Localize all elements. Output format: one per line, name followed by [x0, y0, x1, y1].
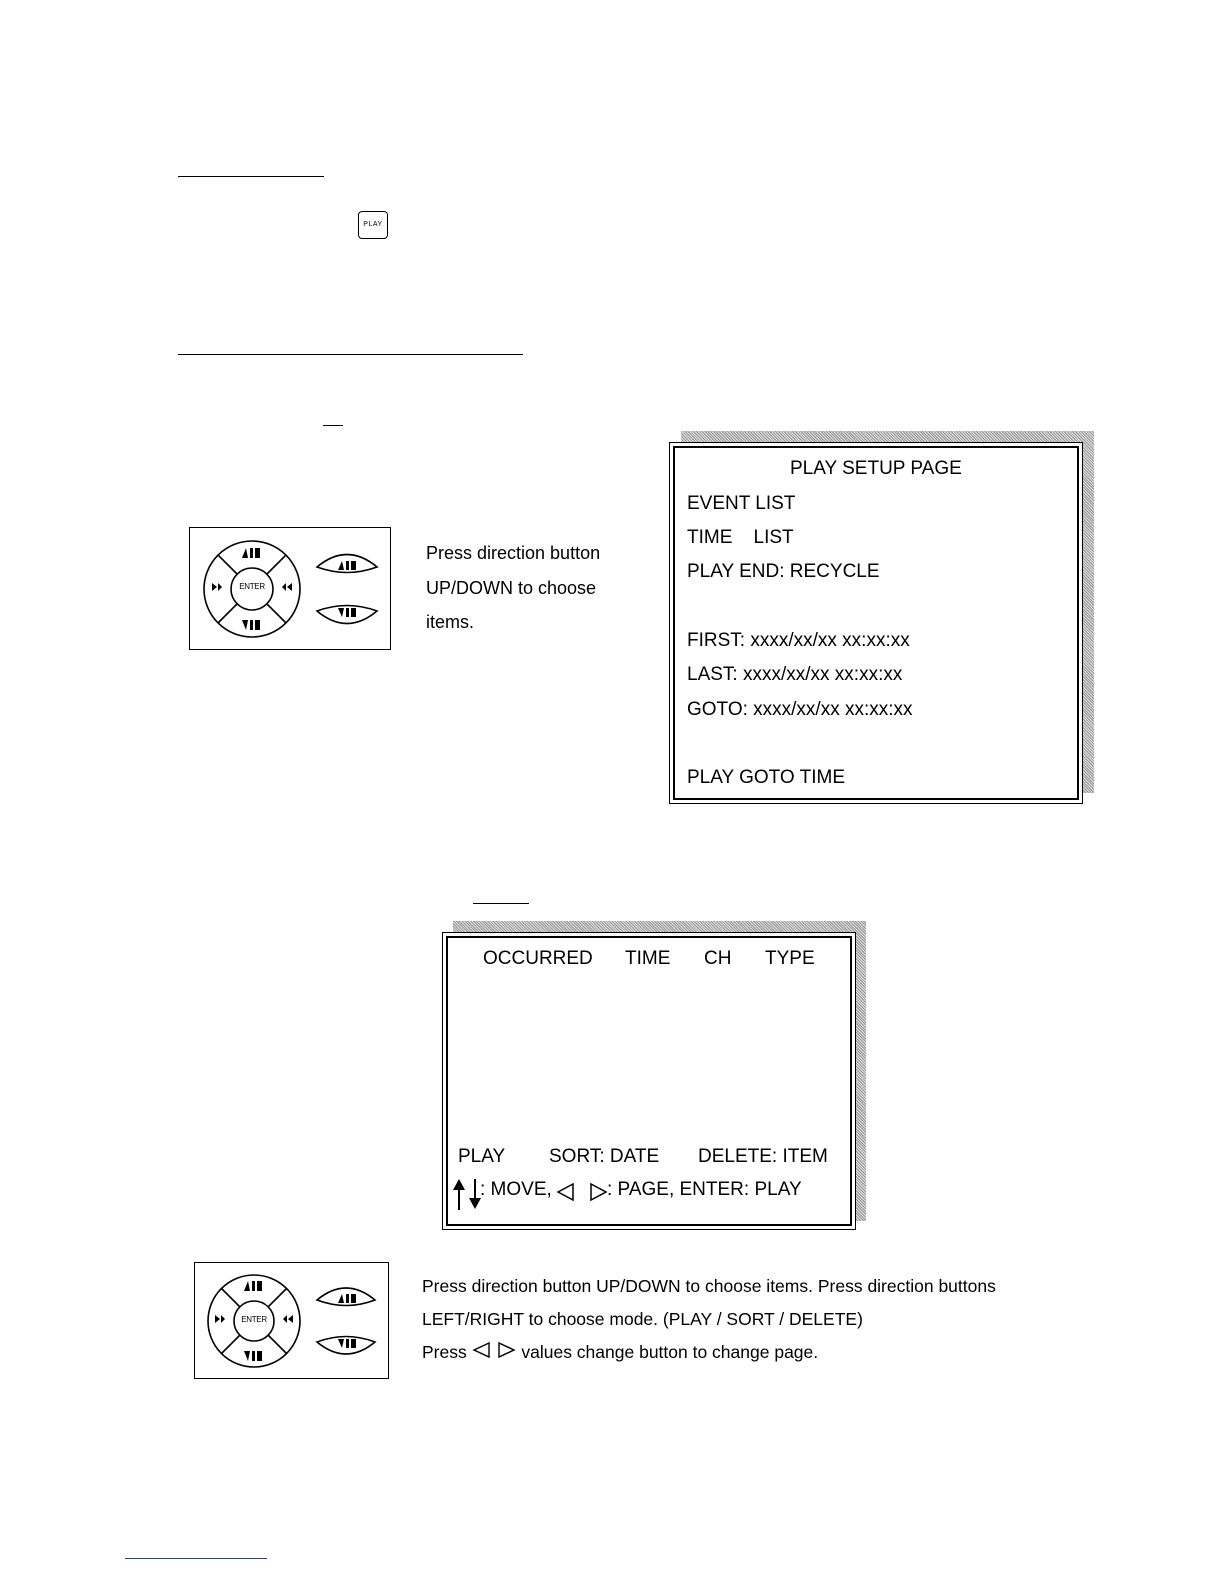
column-time: TIME	[625, 948, 671, 969]
instruction-text-2	[422, 1270, 996, 1369]
column-type: TYPE	[765, 948, 815, 969]
footer-link-line	[125, 1558, 267, 1559]
instruction-suffix: values change button to change page.	[521, 1342, 819, 1362]
direction-pad-icon	[190, 528, 392, 651]
mode-delete: DELETE: ITEM	[698, 1146, 828, 1167]
left-triangle-icon	[472, 1341, 492, 1359]
hint-move: : MOVE,	[480, 1179, 552, 1200]
hint-page: : PAGE, ENTER: PLAY	[607, 1179, 802, 1200]
remote-pad-1	[189, 527, 391, 650]
enter-button-label: ENTER	[239, 582, 265, 591]
heading-underline-4	[473, 903, 529, 904]
instruction-line: Press direction button	[426, 543, 601, 563]
remote-pad-2	[194, 1262, 389, 1379]
up-down-arrow-icon	[452, 1177, 482, 1211]
heading-underline-3	[323, 425, 343, 426]
instruction-text-1	[426, 536, 600, 640]
instruction-line-page	[422, 1336, 996, 1369]
menu-first: FIRST: xxxx/xx/xx xx:xx:xx	[687, 630, 910, 651]
instruction-line: UP/DOWN to choose	[426, 577, 597, 598]
menu-goto: GOTO: xxxx/xx/xx xx:xx:xx	[687, 699, 913, 720]
menu-play-goto-time: PLAY GOTO TIME	[687, 767, 846, 788]
menu-event-list: EVENT LIST	[687, 493, 796, 514]
mode-play: PLAY	[458, 1146, 506, 1167]
column-ch: CH	[704, 948, 732, 969]
instruction-line: items.	[426, 612, 475, 632]
menu-time-list: TIME LIST	[687, 527, 794, 548]
menu-play-end: PLAY END: RECYCLE	[687, 561, 880, 582]
direction-pad-icon	[195, 1263, 390, 1380]
instruction-prefix: Press	[422, 1342, 467, 1362]
menu-last: LAST: xxxx/xx/xx xx:xx:xx	[687, 664, 903, 685]
instruction-line: Press direction button UP/DOWN to choose items. Press direction buttons	[422, 1276, 996, 1296]
instruction-line: LEFT/RIGHT to choose mode. (PLAY / SORT / DELETE)	[422, 1309, 863, 1329]
setup-page-title: PLAY SETUP PAGE	[790, 458, 962, 479]
column-occurred: OCCURRED	[483, 948, 593, 969]
heading-underline-2	[178, 354, 523, 355]
play-setup-screen	[669, 442, 1083, 804]
mode-sort: SORT: DATE	[549, 1146, 660, 1167]
enter-button-label: ENTER	[241, 1315, 267, 1324]
heading-underline-1	[178, 176, 324, 177]
right-triangle-icon	[496, 1341, 516, 1359]
event-list-screen	[442, 932, 856, 1230]
play-key-icon: PLAY	[358, 211, 388, 239]
right-triangle-icon	[588, 1182, 608, 1202]
left-triangle-icon	[556, 1182, 576, 1202]
